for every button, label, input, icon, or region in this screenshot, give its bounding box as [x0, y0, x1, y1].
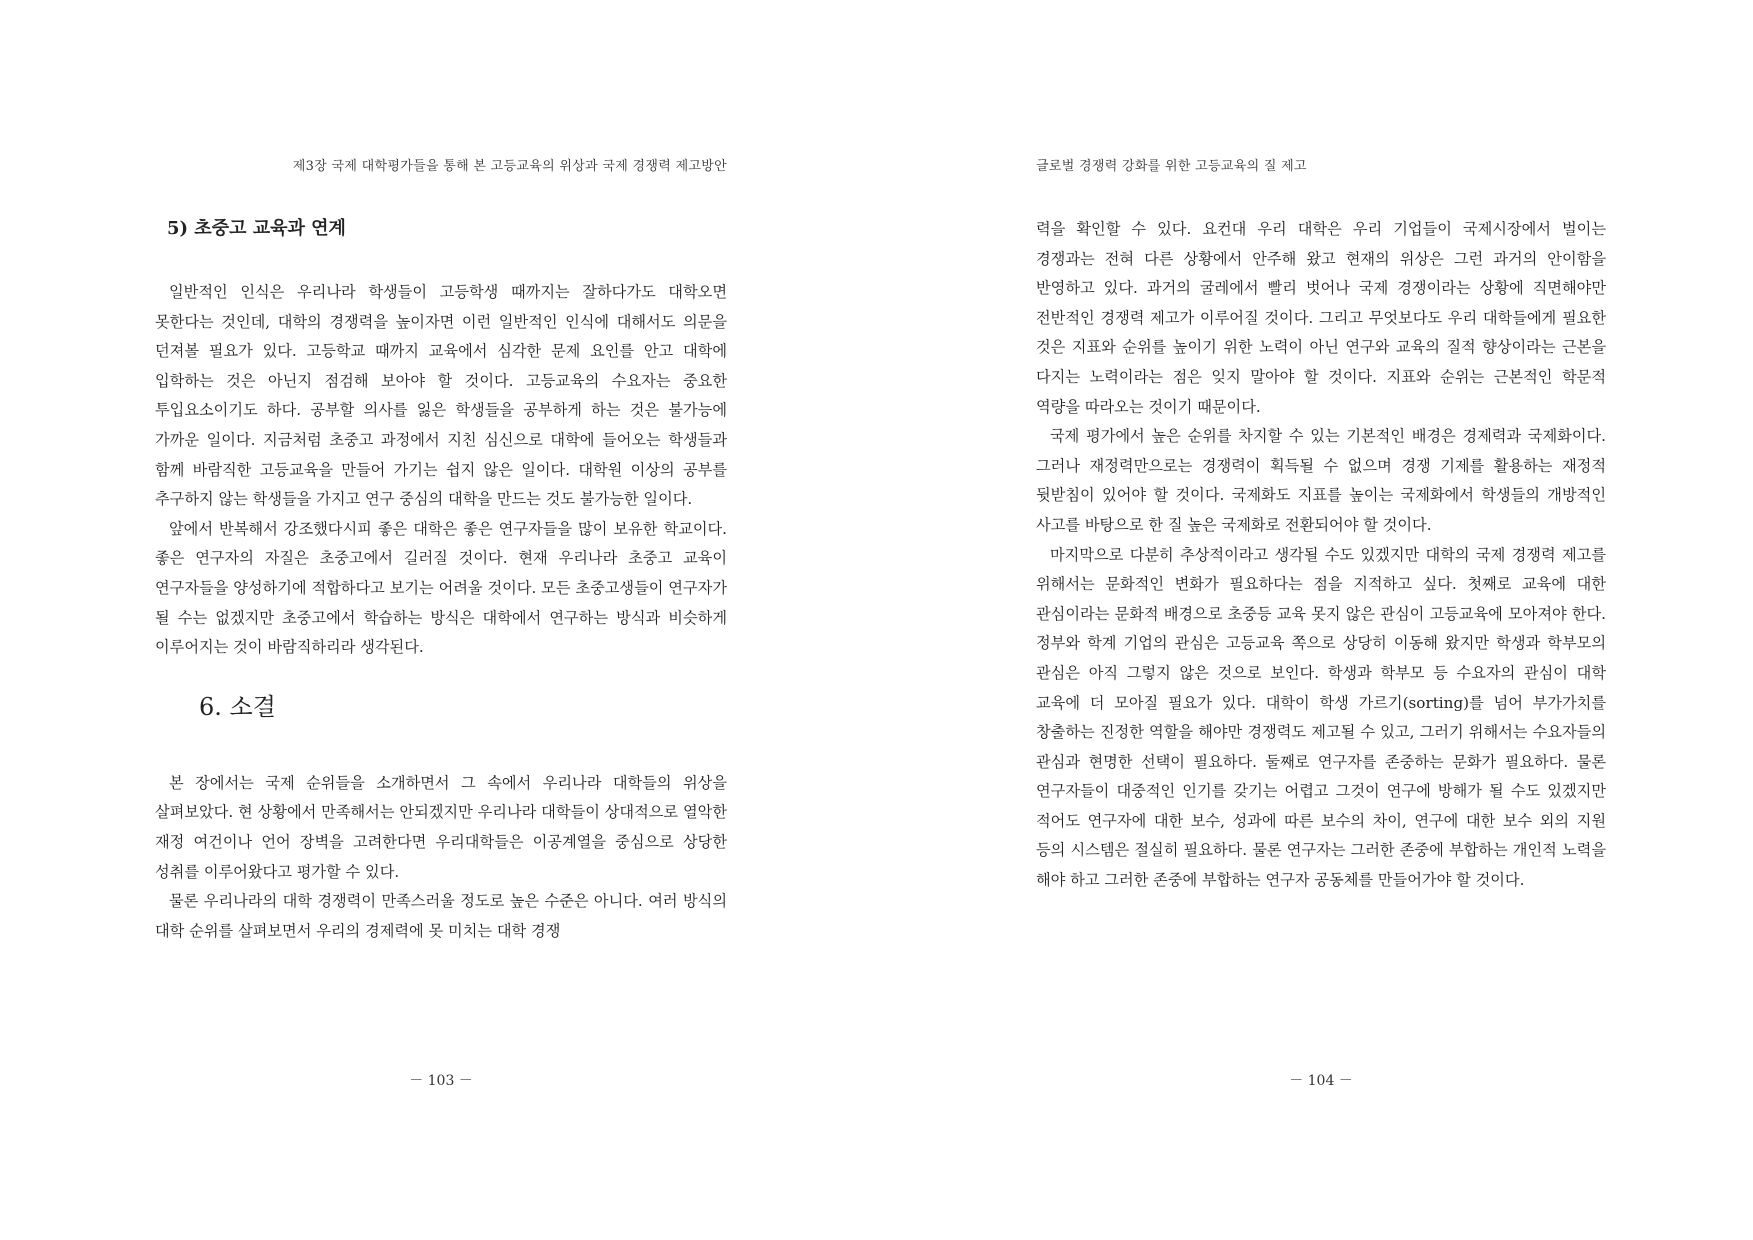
subsection-heading: 5) 초중고 교육과 연계: [167, 218, 346, 239]
body-paragraph: 력을 확인할 수 있다. 요컨대 우리 대학은 우리 기업들이 국제시장에서 벌이는 경쟁과는 전혀 다른 상황에서 안주해 왔고 현재의 위상은 그런 과거의 안이함을 반영하고 있다. 과거의 굴레에서 빨리 벗어나 국제 경쟁이라는 상황에 직면해야만 전반적인 경쟁력 제고가 이루어질 것이다. 그리고 무엇보다도 우리 대학들에게 필요한 것은 지표와 순위를 높이기 위한 노력이 아닌 연구와 교육의 질적 향상이라는 근본을 다지는 노력이라는 점은 잊지 말아야 할 것이다. 지표와 순위는 근본적인 학문적 역량을 따라오는 것이기 때문이다.: [1036, 220, 1606, 416]
right-page: [1036, 0, 1606, 1240]
body-paragraph: 마지막으로 다분히 추상적이라고 생각될 수도 있겠지만 대학의 국제 경쟁력 제고를 위해서는 문화적인 변화가 필요하다는 점을 지적하고 싶다. 첫째로 교육에 대한 관심이라는 문화적 배경으로 초중등 교육 못지 않은 관심이 고등교육에 모아져야 한다. 정부와 학계 기업의 관심은 고등교육 쪽으로 상당히 이동해 왔지만 학생과 학부모의 관심은 아직 그렇지 않은 것으로 보인다. 학생과 학부모 등 수요자의 관심이 대학 교육에 더 모아질 필요가 있다. 대학이 학생 가르기(sorting)를 넘어 부가가치를 창출하는 진정한 역할을 해야만 경쟁력도 제고될 수 있고, 그러기 위해서는 수요자들의 관심과 현명한 선택이 필요하다. 둘째로 연구자를 존중하는 문화가 필요하다. 물론 연구자들이 대중적인 인기를 갖기는 어렵고 그것이 연구에 방해가 될 수도 있겠지만 적어도 연구자에 대한 보수, 성과에 따른 보수의 차이, 연구에 대한 보수 외의 지원 등의 시스템은 절실히 필요하다. 물론 연구자는 그러한 존중에 부합하는 개인적 노력을 해야 하고 그러한 존중에 부합하는 연구자 공동체를 만들어가야 할 것이다.: [1036, 545, 1606, 890]
section-title: 6. 소결: [199, 692, 276, 721]
left-page: [155, 0, 727, 1240]
body-paragraph: 본 장에서는 국제 순위들을 소개하면서 그 속에서 우리나라 대학들의 위상을 살펴보았다. 현 상황에서 만족해서는 안되겠지만 우리나라 대학들이 상대적으로 열악한 재정 여건이나 언어 장벽을 고려한다면 우리대학들은 이공계열을 중심으로 상당한 성취를 이루어왔다고 평가할 수 있다.: [155, 773, 727, 881]
page-body: [1036, 215, 1606, 896]
running-header: 제3장 국제 대학평가들을 통해 본 고등교육의 위상과 국제 경쟁력 제고방안: [292, 159, 727, 174]
page-body: [155, 212, 727, 946]
running-header: 글로벌 경쟁력 강화를 위한 고등교육의 질 제고: [1036, 159, 1307, 174]
body-paragraph: 물론 우리나라의 대학 경쟁력이 만족스러울 정도로 높은 수준은 아니다. 여러 방식의 대학 순위를 살펴보면서 우리의 경제력에 못 미치는 대학 경쟁: [155, 892, 727, 940]
body-paragraph: 국제 평가에서 높은 순위를 차지할 수 있는 기본적인 배경은 경제력과 국제화이다. 그러나 재정력만으로는 경쟁력이 획득될 수 없으며 경쟁 기제를 활용하는 재정적 뒷받침이 있어야 할 것이다. 국제화도 지표를 높이는 국제화에서 학생들의 개방적인 사고를 바탕으로 한 질 높은 국제화로 전환되어야 할 것이다.: [1036, 427, 1606, 534]
page-number: － 104 －: [1289, 1073, 1353, 1089]
body-paragraph: 앞에서 반복해서 강조했다시피 좋은 대학은 좋은 연구자들을 많이 보유한 학교이다. 좋은 연구자의 자질은 초중고에서 길러질 것이다. 현재 우리나라 초중고 교육이 연구자들을 양성하기에 적합하다고 보기는 어려울 것이다. 모든 초중고생들이 연구자가 될 수는 없겠지만 초중고에서 학습하는 방식은 대학에서 연구하는 방식과 비슷하게 이루어지는 것이 바람직하리라 생각된다.: [155, 519, 727, 657]
page-number: － 103 －: [409, 1073, 473, 1089]
body-paragraph: 일반적인 인식은 우리나라 학생들이 고등학생 때까지는 잘하다가도 대학오면 못한다는 것인데, 대학의 경쟁력을 높이자면 이런 일반적인 인식에 대해서도 의문을 던져볼 필요가 있다. 고등학교 때까지 교육에서 심각한 문제 요인를 안고 대학에 입학하는 것은 아닌지 점검해 보아야 할 것이다. 고등교육의 수요자는 중요한 투입요소이기도 하다. 공부할 의사를 잃은 학생들을 공부하게 하는 것은 불가능에 가까운 일이다. 지금처럼 초중고 과정에서 지친 심신으로 대학에 들어오는 학생들과 함께 바람직한 고등교육을 만들어 가기는 쉽지 않은 일이다. 대학원 이상의 공부를 추구하지 않는 학생들을 가지고 연구 중심의 대학을 만드는 것도 불가능한 일이다.: [155, 283, 727, 509]
